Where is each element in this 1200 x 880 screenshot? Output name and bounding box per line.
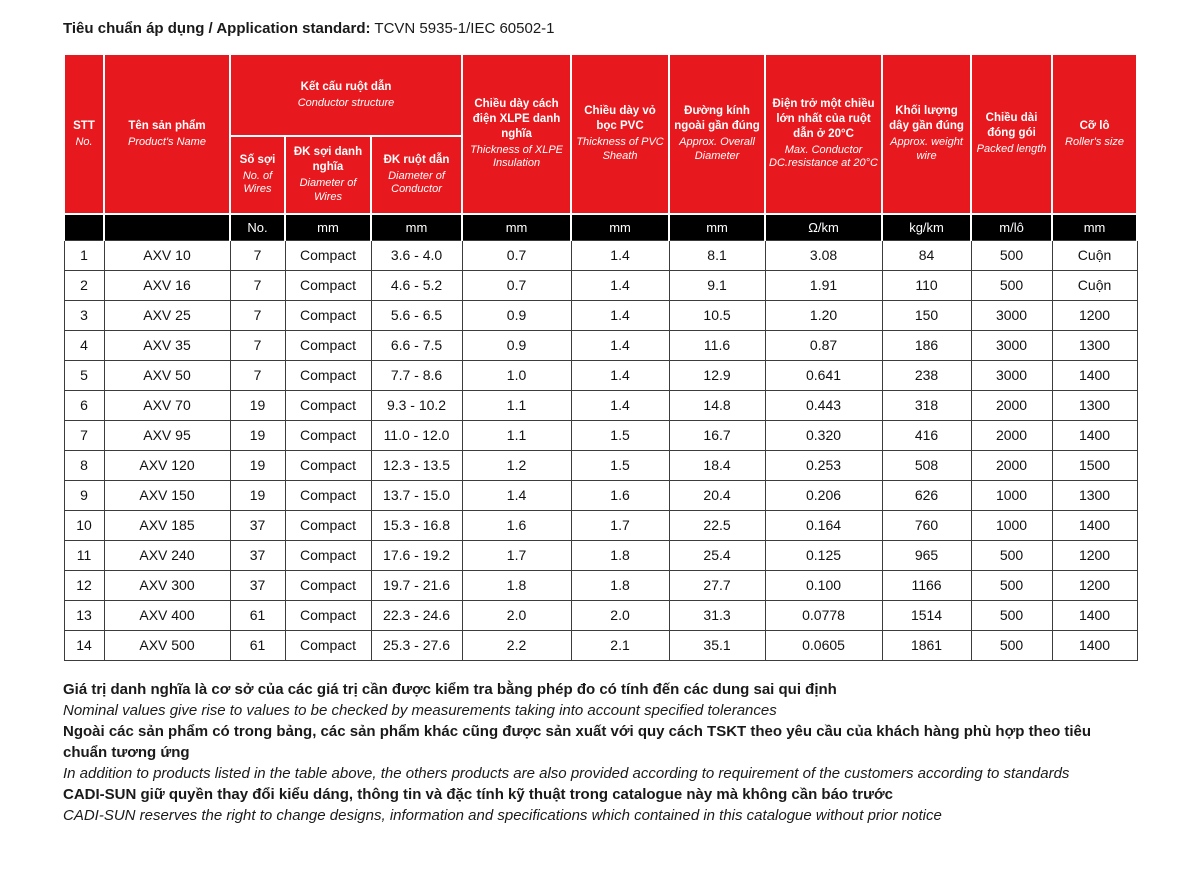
table-cell: 1200: [1052, 300, 1137, 330]
table-cell: 3.6 - 4.0: [371, 240, 462, 270]
table-cell: 1000: [971, 480, 1052, 510]
table-cell: 1500: [1052, 450, 1137, 480]
table-cell: 2000: [971, 390, 1052, 420]
table-cell: 0.164: [765, 510, 882, 540]
table-cell: 3000: [971, 330, 1052, 360]
table-cell: Cuộn: [1052, 270, 1137, 300]
table-cell: 2: [64, 270, 104, 300]
table-cell: AXV 25: [104, 300, 230, 330]
table-cell: AXV 185: [104, 510, 230, 540]
col-header-wire-dia-en: Diameter of Wires: [299, 177, 357, 203]
table-cell: 0.206: [765, 480, 882, 510]
table-cell: 508: [882, 450, 971, 480]
table-cell: AXV 16: [104, 270, 230, 300]
table-row: [64, 570, 1137, 600]
table-cell: 500: [971, 270, 1052, 300]
table-cell: AXV 400: [104, 600, 230, 630]
table-cell: 8.1: [669, 240, 765, 270]
table-cell: 1.4: [571, 300, 669, 330]
col-header-length-vi: Chiều dài đóng gói: [985, 112, 1038, 140]
col-header-stt: [64, 54, 104, 214]
table-cell: 84: [882, 240, 971, 270]
table-cell: 0.641: [765, 360, 882, 390]
unit-cell: mm: [371, 214, 462, 240]
spec-table-head: [64, 54, 1137, 240]
table-cell: Compact: [285, 540, 371, 570]
table-cell: 1400: [1052, 360, 1137, 390]
table-cell: 0.87: [765, 330, 882, 360]
application-standard-line: [63, 20, 1137, 37]
unit-cell: [64, 214, 104, 240]
table-cell: AXV 10: [104, 240, 230, 270]
table-cell: 14.8: [669, 390, 765, 420]
table-cell: Compact: [285, 630, 371, 660]
table-row: [64, 360, 1137, 390]
table-cell: 37: [230, 540, 285, 570]
table-cell: 238: [882, 360, 971, 390]
table-cell: Compact: [285, 270, 371, 300]
table-cell: 12.3 - 13.5: [371, 450, 462, 480]
table-cell: 1.8: [571, 540, 669, 570]
col-header-weight: [882, 54, 971, 214]
table-cell: 15.3 - 16.8: [371, 510, 462, 540]
table-cell: Compact: [285, 600, 371, 630]
table-cell: Cuộn: [1052, 240, 1137, 270]
table-cell: 1400: [1052, 420, 1137, 450]
spec-table: [63, 53, 1138, 661]
col-header-od-vi: Đường kính ngoài gần đúng: [674, 105, 760, 133]
table-cell: 1.91: [765, 270, 882, 300]
unit-cell: Ω/km: [765, 214, 882, 240]
col-header-length: [971, 54, 1052, 214]
table-cell: Compact: [285, 480, 371, 510]
col-header-roller-en: Roller's size: [1065, 135, 1124, 148]
col-header-od: [669, 54, 765, 214]
note-en-2: In addition to products listed in the table above, the others products are also provided according to requirement of the customers according to standards: [63, 764, 1070, 782]
table-cell: 19: [230, 480, 285, 510]
table-cell: 0.320: [765, 420, 882, 450]
table-cell: 12.9: [669, 360, 765, 390]
table-cell: 0.7: [462, 270, 571, 300]
col-header-xlpe-vi: Chiều dày cách điện XLPE danh nghĩa: [472, 97, 561, 140]
table-cell: 11: [64, 540, 104, 570]
col-header-wires-en: No. of Wires: [242, 169, 273, 196]
table-row: [64, 630, 1137, 660]
table-cell: 7: [230, 360, 285, 390]
table-cell: 9.1: [669, 270, 765, 300]
table-cell: AXV 120: [104, 450, 230, 480]
notes: [63, 679, 1136, 826]
table-cell: 0.0605: [765, 630, 882, 660]
table-cell: 5.6 - 6.5: [371, 300, 462, 330]
unit-cell: mm: [669, 214, 765, 240]
table-cell: 9.3 - 10.2: [371, 390, 462, 420]
unit-cell: mm: [571, 214, 669, 240]
table-cell: 0.443: [765, 390, 882, 420]
table-cell: Compact: [285, 300, 371, 330]
table-cell: 2000: [971, 420, 1052, 450]
application-standard-value: TCVN 5935-1/IEC 60502-1: [370, 20, 555, 37]
table-cell: 2000: [971, 450, 1052, 480]
table-cell: 965: [882, 540, 971, 570]
table-cell: 1.4: [571, 360, 669, 390]
table-cell: 1.1: [462, 390, 571, 420]
table-cell: 1300: [1052, 390, 1137, 420]
table-cell: 0.100: [765, 570, 882, 600]
table-cell: 500: [971, 540, 1052, 570]
note-vi-1: Giá trị danh nghĩa là cơ sở của các giá trị cần được kiểm tra bằng phép đo có tính đến các dung sai qui định: [63, 680, 837, 698]
table-cell: Compact: [285, 330, 371, 360]
table-cell: 22.3 - 24.6: [371, 600, 462, 630]
table-cell: 500: [971, 600, 1052, 630]
table-cell: 0.125: [765, 540, 882, 570]
table-cell: 5: [64, 360, 104, 390]
col-header-conductor-group: [230, 54, 462, 136]
table-row: [64, 390, 1137, 420]
table-cell: 6: [64, 390, 104, 420]
col-header-xlpe: [462, 54, 571, 214]
table-cell: 2.0: [462, 600, 571, 630]
unit-cell: kg/km: [882, 214, 971, 240]
table-cell: 0.253: [765, 450, 882, 480]
table-cell: 0.9: [462, 330, 571, 360]
table-cell: 61: [230, 630, 285, 660]
table-cell: 13: [64, 600, 104, 630]
table-cell: 19: [230, 390, 285, 420]
table-cell: 1.8: [571, 570, 669, 600]
table-cell: 1300: [1052, 330, 1137, 360]
table-cell: 1.8: [462, 570, 571, 600]
table-cell: 1200: [1052, 540, 1137, 570]
table-cell: 1200: [1052, 570, 1137, 600]
table-cell: 27.7: [669, 570, 765, 600]
table-cell: 1400: [1052, 510, 1137, 540]
table-cell: Compact: [285, 240, 371, 270]
table-cell: 1.4: [571, 270, 669, 300]
table-cell: 7: [230, 330, 285, 360]
col-header-weight-vi: Khối lượng dây gần đúng: [889, 105, 964, 133]
col-header-length-en: Packed length: [976, 143, 1047, 156]
table-cell: 1.20: [765, 300, 882, 330]
table-cell: Compact: [285, 390, 371, 420]
table-cell: 1300: [1052, 480, 1137, 510]
table-cell: 1166: [882, 570, 971, 600]
col-header-product-vi: Tên sản phẩm: [128, 119, 206, 132]
table-cell: 1514: [882, 600, 971, 630]
col-header-resistance-vi: Điện trở một chiều lớn nhất của ruột dẫn ở 20°C: [772, 97, 875, 140]
table-cell: 1.4: [571, 330, 669, 360]
table-cell: 25.4: [669, 540, 765, 570]
col-header-conductor-group-vi: Kết cấu ruột dẫn: [300, 80, 392, 93]
table-cell: 37: [230, 570, 285, 600]
table-cell: 4: [64, 330, 104, 360]
table-cell: 4.6 - 5.2: [371, 270, 462, 300]
table-cell: 1.0: [462, 360, 571, 390]
col-header-cond-dia: [371, 136, 462, 214]
col-header-cond-dia-vi: ĐK ruột dẫn: [383, 153, 450, 166]
table-cell: 1861: [882, 630, 971, 660]
unit-cell: [104, 214, 230, 240]
table-cell: 14: [64, 630, 104, 660]
table-cell: 3.08: [765, 240, 882, 270]
table-cell: 11.6: [669, 330, 765, 360]
table-cell: 18.4: [669, 450, 765, 480]
table-cell: 186: [882, 330, 971, 360]
table-cell: 1.1: [462, 420, 571, 450]
col-header-resistance: [765, 54, 882, 214]
table-cell: 760: [882, 510, 971, 540]
table-cell: 1.7: [571, 510, 669, 540]
table-cell: 3000: [971, 300, 1052, 330]
col-header-roller-vi: Cỡ lô: [1079, 119, 1110, 132]
table-cell: 37: [230, 510, 285, 540]
col-header-xlpe-en: Thickness of XLPE Insulation: [470, 143, 563, 170]
table-cell: 6.6 - 7.5: [371, 330, 462, 360]
note-en-3: CADI-SUN reserves the right to change designs, information and specifications which contained in this catalogue without prior notice: [63, 806, 942, 824]
table-cell: 3000: [971, 360, 1052, 390]
table-row: [64, 510, 1137, 540]
table-cell: Compact: [285, 510, 371, 540]
table-cell: 110: [882, 270, 971, 300]
table-row: [64, 480, 1137, 510]
table-cell: 500: [971, 570, 1052, 600]
table-cell: 13.7 - 15.0: [371, 480, 462, 510]
table-cell: Compact: [285, 420, 371, 450]
table-cell: 20.4: [669, 480, 765, 510]
table-row: [64, 330, 1137, 360]
table-row: [64, 270, 1137, 300]
table-cell: 31.3: [669, 600, 765, 630]
table-cell: 1.4: [571, 390, 669, 420]
table-cell: 500: [971, 240, 1052, 270]
col-header-stt-vi: STT: [73, 119, 95, 132]
table-cell: 17.6 - 19.2: [371, 540, 462, 570]
table-cell: 19.7 - 21.6: [371, 570, 462, 600]
table-cell: 2.2: [462, 630, 571, 660]
unit-cell: No.: [230, 214, 285, 240]
table-cell: AXV 150: [104, 480, 230, 510]
note-vi-2: Ngoài các sản phẩm có trong bảng, các sản phẩm khác cũng được sản xuất với quy cách TSKT theo yêu cầu của khách hàng phù hợp theo tiêu chuẩn tương ứng: [63, 722, 1092, 761]
table-cell: 1.4: [462, 480, 571, 510]
table-cell: 1.5: [571, 420, 669, 450]
unit-cell: mm: [285, 214, 371, 240]
col-header-pvc-en: Thickness of PVC Sheath: [576, 136, 664, 162]
table-cell: 7: [230, 300, 285, 330]
table-cell: 7.7 - 8.6: [371, 360, 462, 390]
table-cell: 1400: [1052, 600, 1137, 630]
table-row: [64, 420, 1137, 450]
table-row: [64, 540, 1137, 570]
table-cell: 19: [230, 420, 285, 450]
table-row: [64, 240, 1137, 270]
table-cell: AXV 240: [104, 540, 230, 570]
table-cell: 16.7: [669, 420, 765, 450]
table-cell: 7: [230, 270, 285, 300]
application-standard-label: Tiêu chuẩn áp dụng / Application standard:: [63, 20, 371, 37]
col-header-product: [104, 54, 230, 214]
table-cell: 416: [882, 420, 971, 450]
col-header-wire-dia: [285, 136, 371, 214]
table-cell: 1.6: [571, 480, 669, 510]
table-cell: 0.7: [462, 240, 571, 270]
table-cell: AXV 300: [104, 570, 230, 600]
table-cell: 2.1: [571, 630, 669, 660]
table-cell: 1.7: [462, 540, 571, 570]
table-cell: 1000: [971, 510, 1052, 540]
table-cell: 8: [64, 450, 104, 480]
table-cell: 1.6: [462, 510, 571, 540]
col-header-wires: [230, 136, 285, 214]
col-header-conductor-group-en: Conductor structure: [297, 96, 395, 109]
table-cell: Compact: [285, 570, 371, 600]
table-row: [64, 300, 1137, 330]
unit-cell: mm: [1052, 214, 1137, 240]
table-cell: 61: [230, 600, 285, 630]
table-cell: 35.1: [669, 630, 765, 660]
table-cell: 1.5: [571, 450, 669, 480]
col-header-stt-en: No.: [75, 135, 93, 148]
table-cell: 12: [64, 570, 104, 600]
col-header-product-en: Product's Name: [128, 135, 206, 148]
table-cell: 0.9: [462, 300, 571, 330]
table-row: [64, 600, 1137, 630]
unit-cell: m/lô: [971, 214, 1052, 240]
table-cell: AXV 50: [104, 360, 230, 390]
table-cell: Compact: [285, 360, 371, 390]
table-cell: 10: [64, 510, 104, 540]
note-en-1: Nominal values give rise to values to be checked by measurements taking into account specified tolerances: [63, 701, 777, 719]
col-header-od-en: Approx. Overall Diameter: [679, 136, 755, 162]
table-cell: 2.0: [571, 600, 669, 630]
table-cell: 11.0 - 12.0: [371, 420, 462, 450]
col-header-roller: [1052, 54, 1137, 214]
table-cell: 318: [882, 390, 971, 420]
table-cell: AXV 35: [104, 330, 230, 360]
table-row: [64, 450, 1137, 480]
table-cell: 3: [64, 300, 104, 330]
table-cell: Compact: [285, 450, 371, 480]
table-cell: 1.4: [571, 240, 669, 270]
table-cell: 7: [230, 240, 285, 270]
spec-table-body: [64, 240, 1137, 660]
table-cell: 10.5: [669, 300, 765, 330]
note-vi-3: CADI-SUN giữ quyền thay đổi kiểu dáng, thông tin và đặc tính kỹ thuật trong catalogue này mà không cần báo trước: [63, 785, 893, 803]
table-cell: AXV 70: [104, 390, 230, 420]
table-cell: 1: [64, 240, 104, 270]
table-cell: 25.3 - 27.6: [371, 630, 462, 660]
table-cell: 22.5: [669, 510, 765, 540]
col-header-wires-vi: Số sợi: [239, 153, 276, 166]
table-cell: 19: [230, 450, 285, 480]
unit-cell: mm: [462, 214, 571, 240]
table-cell: 150: [882, 300, 971, 330]
col-header-pvc: [571, 54, 669, 214]
table-cell: 1400: [1052, 630, 1137, 660]
col-header-wire-dia-vi: ĐK sợi danh nghĩa: [293, 146, 363, 174]
table-cell: 0.0778: [765, 600, 882, 630]
table-cell: 7: [64, 420, 104, 450]
col-header-resistance-en: Max. Conductor DC.resistance at 20°C: [769, 143, 878, 170]
table-cell: 626: [882, 480, 971, 510]
col-header-weight-en: Approx. weight wire: [890, 136, 963, 162]
table-cell: 9: [64, 480, 104, 510]
units-row: [64, 214, 1137, 240]
table-cell: 500: [971, 630, 1052, 660]
table-cell: AXV 500: [104, 630, 230, 660]
col-header-pvc-vi: Chiều dày vỏ bọc PVC: [584, 105, 656, 133]
table-cell: 1.2: [462, 450, 571, 480]
table-cell: AXV 95: [104, 420, 230, 450]
col-header-cond-dia-en: Diameter of Conductor: [388, 169, 445, 196]
